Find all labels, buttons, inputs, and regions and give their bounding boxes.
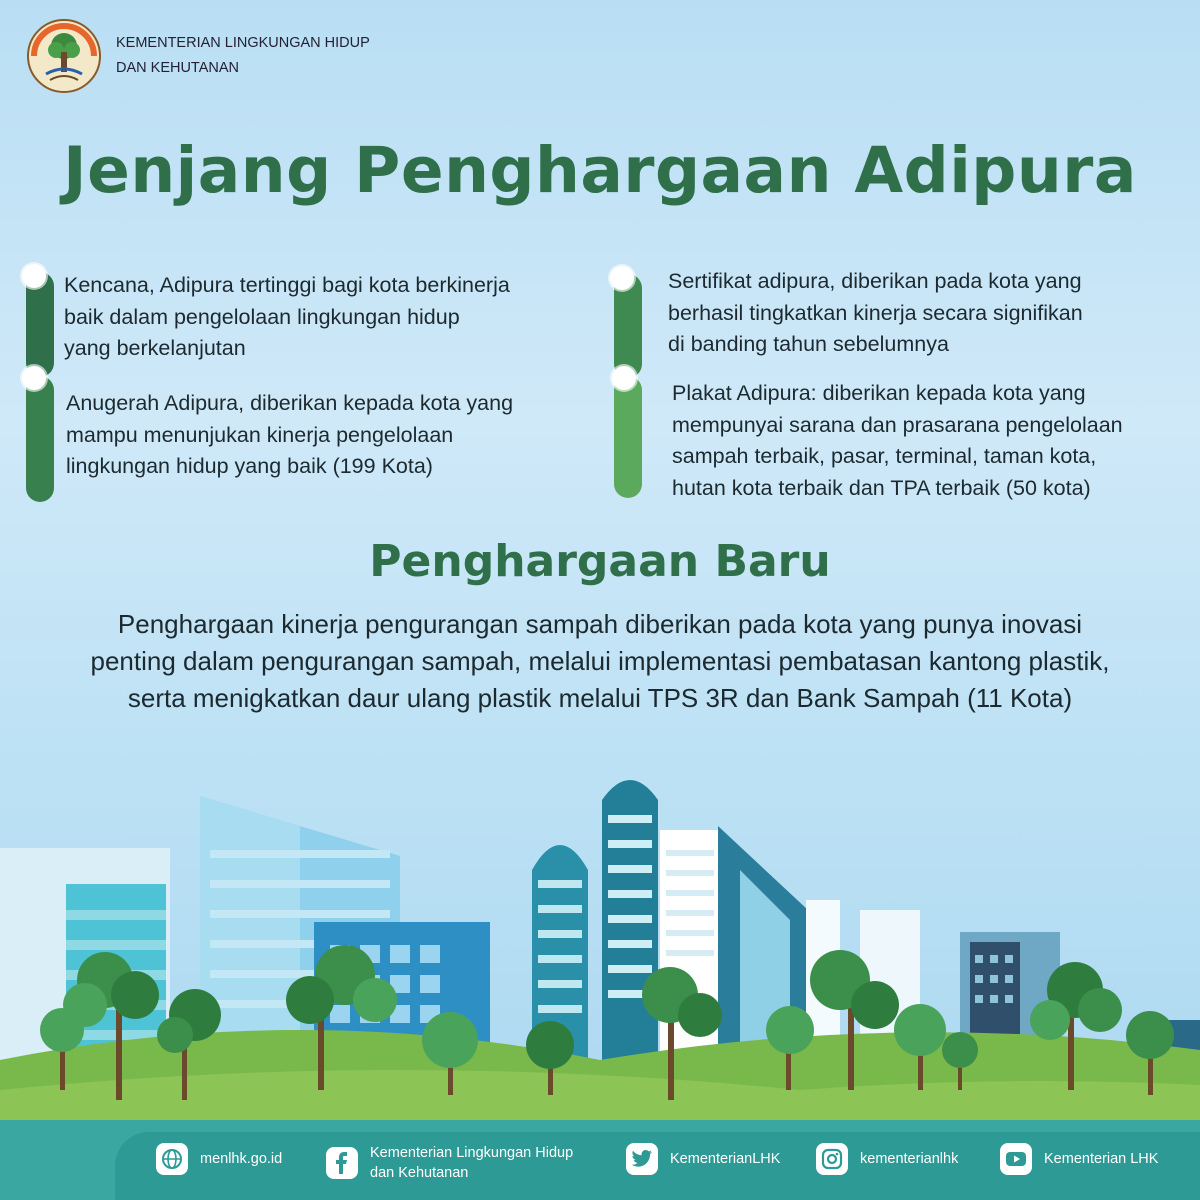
level-dot [22,366,46,390]
level-text-sertifikat: Sertifikat adipura, diberikan pada kota yang berhasil tingkatkan kinerja secara signifikan di banding tahun sebelumnya [668,269,1083,356]
website-label: menlhk.go.id [200,1151,283,1167]
facebook-icon [326,1147,358,1179]
level-dot [22,264,46,288]
instagram-label: kementerianlhk [860,1151,959,1167]
twitter-label: KementerianLHK [670,1151,781,1167]
org-name-line2: DAN KEHUTANAN [116,60,239,76]
city-illustration [0,760,1200,1130]
youtube-icon [1000,1143,1032,1175]
level-dot [612,366,636,390]
main-title: Jenjang Penghargaan Adipura [63,134,1137,207]
footer-twitter[interactable] [626,1143,780,1175]
footer-website[interactable] [156,1143,282,1175]
level-text-kencana: Kencana, Adipura tertinggi bagi kota berkinerja baik dalam pengelolaan lingkungan hidup yang berkelanjutan [64,273,510,360]
level-text-anugerah: Anugerah Adipura, diberikan kepada kota yang mampu menunjukan kinerja pengelolaan lingkungan hidup yang baik (199 Kota) [66,391,514,478]
org-name-line1: KEMENTERIAN LINGKUNGAN HIDUP [116,35,370,51]
new-award-description: Penghargaan kinerja pengurangan sampah diberikan pada kota yang punya inovasi penting dalam pengurangan sampah, melalui implementasi pembatasan kantong plastik, serta menigkatkan daur ulang plastik melalui TPS 3R dan Bank Sampah (11 Kota) [90,609,1110,713]
footer-youtube[interactable] [1000,1143,1158,1175]
level-bar-plakat [614,376,642,498]
level-text-plakat: Plakat Adipura: diberikan kepada kota yang mempunyai sarana dan prasarana pengelolaan sampah terbaik, pasar, terminal, taman kota, hutan kota terbaik dan TPA terbaik (50 kota) [672,381,1123,500]
facebook-label: Kementerian Lingkungan Hidup dan Kehutanan [370,1145,574,1181]
level-bar-anugerah [26,376,54,502]
footer-facebook[interactable] [326,1143,573,1183]
twitter-icon [626,1143,658,1175]
klhk-tree-logo-icon [26,18,102,94]
header [26,18,370,94]
new-award-title: Penghargaan Baru [369,536,831,587]
instagram-icon [816,1143,848,1175]
level-dot [610,266,634,290]
footer-instagram[interactable] [816,1143,958,1175]
level-bar-kencana [26,272,54,377]
globe-icon [156,1143,188,1175]
youtube-label: Kementerian LHK [1044,1151,1159,1167]
org-name [116,31,370,81]
